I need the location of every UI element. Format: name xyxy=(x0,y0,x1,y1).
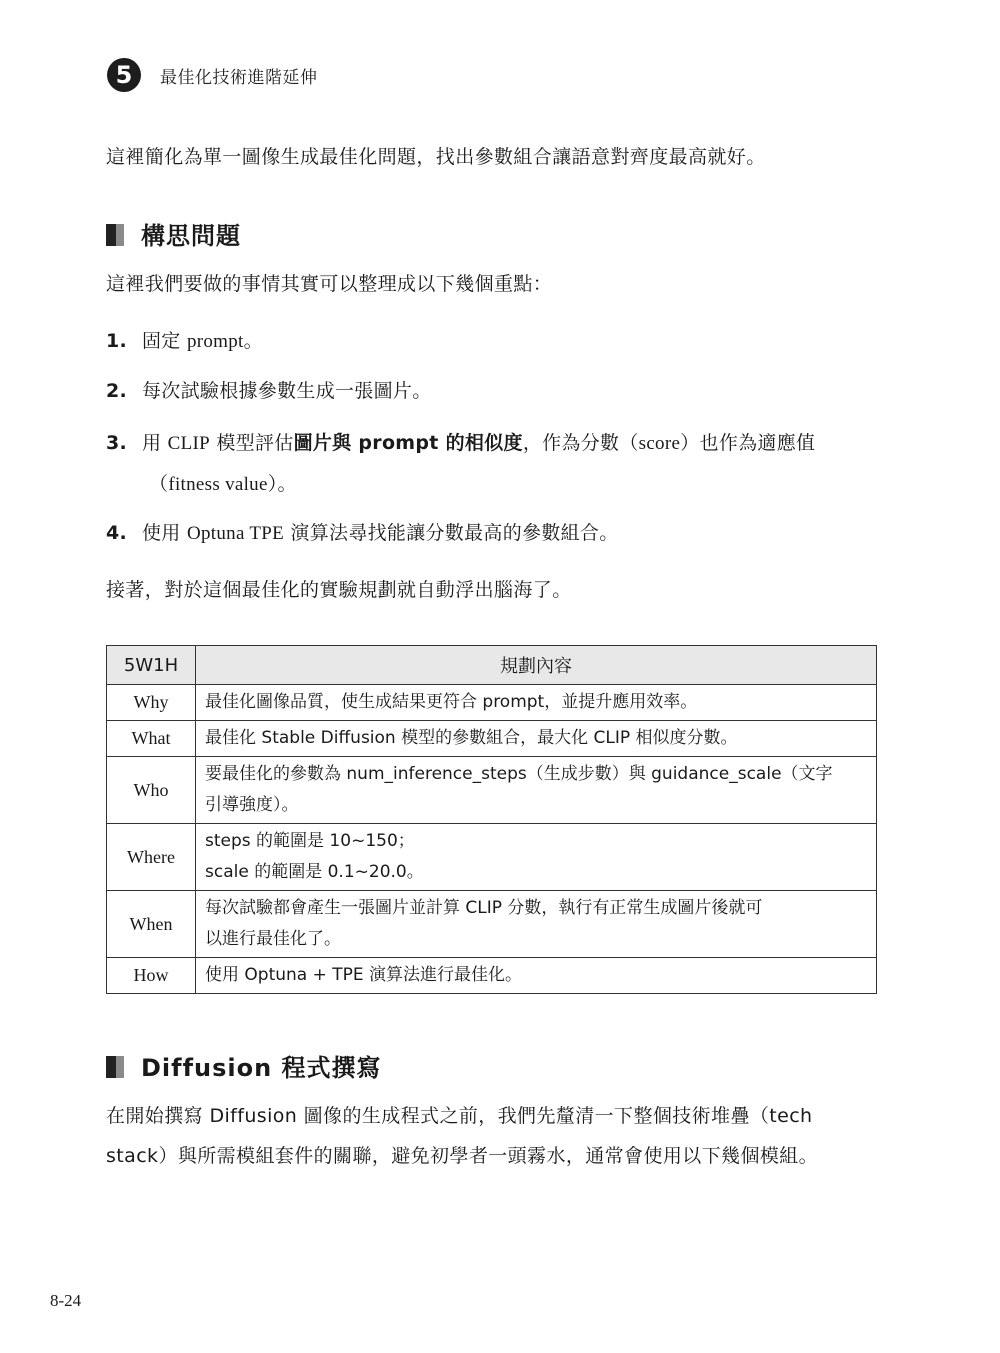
section-heading-diffusion xyxy=(106,1048,382,1083)
table-key-cell: When xyxy=(107,891,196,958)
chapter-number-badge: 5 xyxy=(107,58,141,92)
list-number: 2. xyxy=(106,380,128,402)
cell-line: 引導強度）。 xyxy=(205,795,299,815)
list-text: 演算法尋找能讓分數最高的參數組合。 xyxy=(284,522,619,544)
page-number: 8-24 xyxy=(50,1291,82,1310)
paragraph-line: 在開始撰寫 Diffusion 圖像的生成程式之前，我們先釐清一下整個技術堆疊（tech xyxy=(106,1105,813,1127)
list-text: 使用 xyxy=(142,522,187,544)
list-number: 1. xyxy=(106,330,128,352)
table-key-cell: Why xyxy=(107,685,196,721)
list-text: （ xyxy=(149,473,169,495)
cell-line: 以進行最佳化了。 xyxy=(205,929,341,949)
heading-bar-icon xyxy=(106,224,124,246)
list-text-continuation xyxy=(106,464,886,505)
list-text-latin: CLIP xyxy=(167,433,211,454)
follow-paragraph: 接著，對於這個最佳化的實驗規劃就自動浮出腦海了。 xyxy=(106,579,572,601)
table-row xyxy=(107,824,877,891)
list-text-latin: fitness value xyxy=(168,474,268,495)
cell-line: 最佳化圖像品質，使生成結果更符合 prompt，並提升應用效率。 xyxy=(205,692,698,712)
table-row xyxy=(107,891,877,958)
table-value-cell xyxy=(196,721,877,757)
table-row xyxy=(107,958,877,994)
heading-bar-icon xyxy=(106,1056,124,1078)
plan-table xyxy=(106,645,877,994)
section-title: 構思問題 xyxy=(141,222,241,250)
table-header-cell: 5W1H xyxy=(107,646,196,685)
cell-line: 要最佳化的參數為 num_inference_steps（生成步數）與 guidance_scale（文字 xyxy=(205,764,833,784)
cell-line: scale 的範圍是 0.1~20.0。 xyxy=(205,862,424,882)
list-text-latin: prompt xyxy=(186,331,244,352)
list-text: 用 xyxy=(142,432,168,454)
table-value-cell xyxy=(196,958,877,994)
section-lead: 這裡我們要做的事情其實可以整理成以下幾個重點： xyxy=(106,273,553,295)
table-header-row xyxy=(107,646,877,685)
list-item xyxy=(106,513,886,554)
table-row xyxy=(107,685,877,721)
cell-line: steps 的範圍是 10~150； xyxy=(205,831,415,851)
table-value-cell xyxy=(196,891,877,958)
list-text-emphasis: 圖片與 prompt 的相似度 xyxy=(293,432,523,454)
table-key-cell: Where xyxy=(107,824,196,891)
table-key-cell: Who xyxy=(107,757,196,824)
table-value-cell xyxy=(196,685,877,721)
list-text-latin: Optuna TPE xyxy=(186,523,285,544)
list-text: 固定 xyxy=(142,330,187,352)
table-key-cell: What xyxy=(107,721,196,757)
list-text: ）。 xyxy=(267,473,297,495)
table-header-cell: 規劃內容 xyxy=(196,646,877,685)
list-text: 模型評估 xyxy=(210,432,294,454)
paragraph-line: stack）與所需模組套件的關聯，避免初學者一頭霧水，通常會使用以下幾個模組。 xyxy=(106,1145,819,1167)
list-item xyxy=(106,423,886,505)
section-title: Diffusion 程式撰寫 xyxy=(141,1054,382,1082)
chapter-title: 最佳化技術進階延伸 xyxy=(160,68,318,88)
list-item xyxy=(106,321,886,362)
list-number: 3. xyxy=(106,432,128,454)
list-item xyxy=(106,371,886,411)
list-text: 。 xyxy=(243,330,263,352)
table-key-cell: How xyxy=(107,958,196,994)
cell-line: 使用 Optuna + TPE 演算法進行最佳化。 xyxy=(205,965,523,985)
list-text: 每次試驗根據參數生成一張圖片。 xyxy=(142,380,432,402)
table-value-cell xyxy=(196,824,877,891)
intro-paragraph: 這裡簡化為單一圖像生成最佳化問題，找出參數組合讓語意對齊度最高就好。 xyxy=(106,146,766,168)
list-number: 4. xyxy=(106,522,128,544)
table-row xyxy=(107,721,877,757)
cell-line: 每次試驗都會產生一張圖片並計算 CLIP 分數，執行有正常生成圖片後就可 xyxy=(205,898,763,918)
table-value-cell xyxy=(196,757,877,824)
section-heading-problem xyxy=(106,216,241,251)
cell-line: 最佳化 Stable Diffusion 模型的參數組合，最大化 CLIP 相似度分數。 xyxy=(205,728,738,748)
table-row xyxy=(107,757,877,824)
list-text: ）也作為適應值 xyxy=(680,432,816,454)
list-text: ，作為分數（ xyxy=(522,432,639,454)
section2-paragraph xyxy=(106,1096,896,1176)
list-text-latin: score xyxy=(638,433,681,454)
